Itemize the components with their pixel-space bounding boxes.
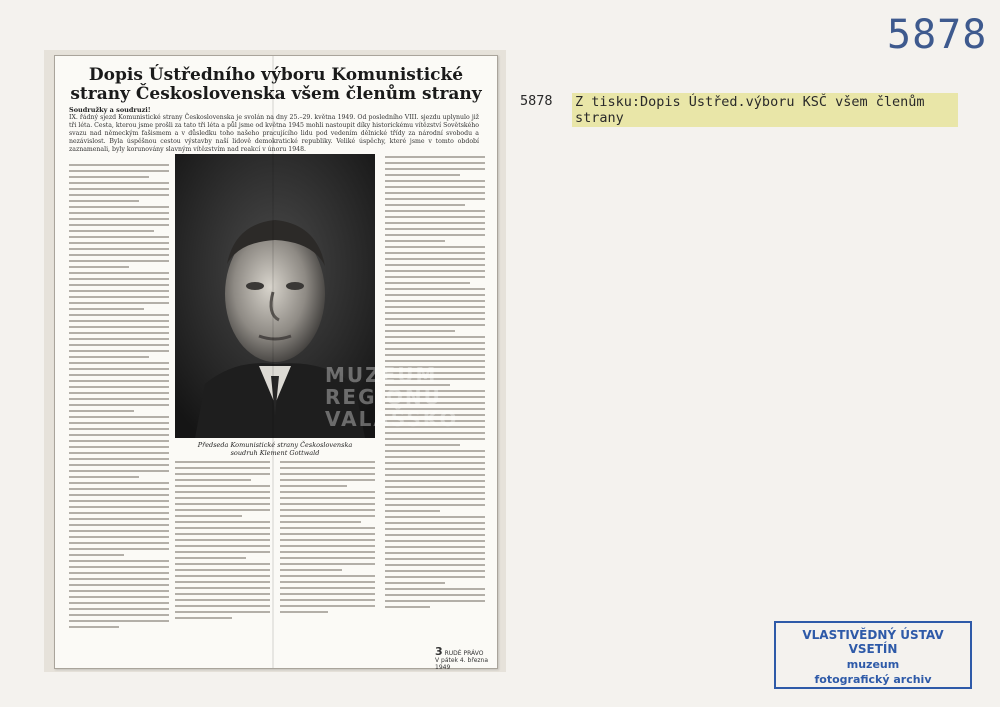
article-intro: IX. řádný sjezd Komunistické strany Československa je svolán na dny 25.–29. května 1949. Od posledního VIII. sjezdu uplynulo již tři léta. Cesta, kterou jsme prošli za tato tři léta a půl jsme od května 1945 mohli nastoupit díky historickému vítězství Sovětského svazu nad německým fašismem a v důsledku toho našeho pracujícího lidu pod vedením dělnické třídy za národní svobodu a nezávislost. Byla úspěšnou cestou výstavby naší lidově demokratické republiky. Veliké úspěchy, které jsme v tomto období zaznamenali, byly korunovány slavným vítězstvím nad reakcí v únoru 1948. [69, 114, 479, 153]
newspaper-clipping [54, 55, 498, 669]
photo-caption [175, 441, 375, 457]
footer-date: V pátek 4. března 1949 [435, 657, 489, 671]
newspaper-footer [435, 645, 497, 671]
inventory-number: 5878 [887, 12, 988, 58]
footer-paper-name: RUDÉ PRÁVO [444, 650, 484, 657]
archive-stamp [774, 621, 972, 689]
caption-number: 5878 [520, 93, 553, 109]
paper-fold [272, 56, 274, 668]
footer-page-number: 3 [435, 645, 443, 658]
stamp-line1: VLASTIVĚDNÝ ÚSTAV VSETÍN [802, 628, 944, 656]
photo-caption-line2: soudruh Klement Gottwald [230, 449, 320, 457]
stamp-line3: fotografický archiv [814, 673, 932, 686]
center-right-text-column [280, 461, 375, 617]
article-salutation: Soudružky a soudruzi! [69, 106, 151, 114]
article-title: Dopis Ústředního výboru Komunistické strany Československa všem členům strany [70, 65, 482, 104]
portrait-photo [175, 154, 459, 438]
photo-caption-line1: Předseda Komunistické strany Československa [197, 441, 353, 449]
left-text-column [69, 164, 169, 632]
stamp-line2: muzeum [846, 658, 900, 671]
center-left-text-column [175, 461, 270, 623]
museum-watermark: MUZEUM REGIONU VALAŠSKO [325, 363, 459, 431]
caption-text: Z tisku:Dopis Ústřed.výboru KSČ všem členům strany [572, 93, 958, 127]
